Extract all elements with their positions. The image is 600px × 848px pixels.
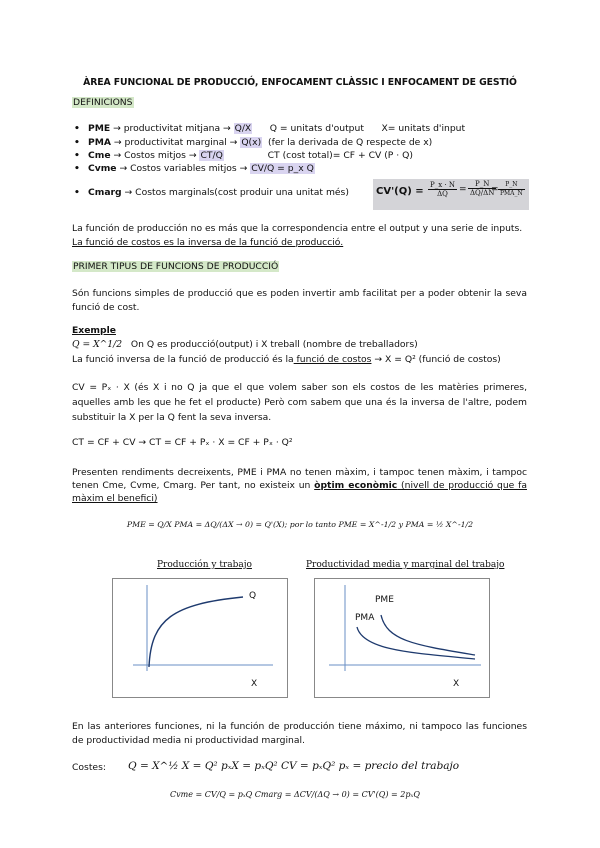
ct-line: CT = CF + CV → CT = CF + Pₓ · X = CF + Pₓ · Q² <box>72 437 293 448</box>
exemple-label: Exemple <box>72 325 116 336</box>
paragraph-3: CV = Pₓ · X (és X i no Q ja que el que volem saber son els costos de les matèries primeres, aquelles amb les que he fet el producte) Però com sabem que una és la inversa de l'altre, podem substituir la X per la Q fent la seva inversa. <box>72 382 527 423</box>
def-pma: • PMA → productivitat marginal → Q(x) (fer la derivada de Q respecte de x) <box>74 137 433 148</box>
def-cmarg: • Cmarg → Costos marginals(cost produir una unitat més) <box>74 187 349 198</box>
chart2-label-pma: PMA <box>355 613 375 623</box>
chart1-xlabel: X <box>251 679 258 689</box>
def-cvme: • Cvme → Costos variables mitjos → CV/Q = p_x Q <box>74 163 314 174</box>
equation-line: PME = Q/X PMA = ΔQ/(ΔX → 0) = Q'(X); por lo tanto PME = X^-1/2 y PMA = ½ X^-1/2 <box>126 520 474 529</box>
chart2-title: Productividad media y marginal del trabajo <box>306 560 505 570</box>
example-line-1: Q = X^1/2 On Q es producció(output) i X treball (nombre de treballadors) <box>72 339 418 350</box>
chart1-ylabel: Q <box>249 591 257 601</box>
chart1-title: Producción y trabajo <box>157 560 252 570</box>
def-pme: • PME → productivitat mitjana → Q/X Q = unitats d'output X= unitats d'input <box>74 123 466 134</box>
chart1-svg <box>113 579 287 697</box>
costes-formula: Q = X^½ X = Q² pₓX = pₓQ² CV = pₓQ² pₓ = precio del trabajo <box>128 760 460 772</box>
paragraph-4: Presenten rendiments decreixents, PME i PMA no tenen màxim, i tampoc tenen màxim, i tampoc tenen Cme, Cvme, Cmarg. Per tant, no existeix un òptim econòmic (nivell de producció que fa màxim el benefici) <box>72 467 527 504</box>
chart2-xlabel: X <box>453 679 460 689</box>
def-cme: • Cme → Costos mitjos → CT/Q CT (cost total)= CF + CV (P · Q) <box>74 150 413 161</box>
chart2-svg <box>315 579 489 697</box>
section-primer-tipus: PRIMER TIPUS DE FUNCIONS DE PRODUCCIÓ <box>73 261 279 272</box>
chart-production <box>112 578 288 698</box>
costes-label: Costes: <box>72 762 106 773</box>
last-formula: Cvme = CV/Q = pₓQ Cmarg = ΔCV/(ΔQ → 0) = CV'(Q) = 2pₓQ <box>170 790 420 799</box>
paragraph-1: La función de producción no es más que la correspondencia entre el output y una serie de inputs. La funció de costos es la inversa de la funció de producció. <box>72 223 523 248</box>
chart-productivity <box>314 578 490 698</box>
section-heading: DEFINICIONS <box>73 97 133 108</box>
paragraph-5: En las anteriores funciones, ni la función de producción tiene máximo, ni tampoco las funciones de productividad media ni productividad marginal. <box>72 721 527 746</box>
paragraph-2: Són funcions simples de producció que es poden invertir amb facilitat per a poder obtenir la seva funció de cost. <box>72 288 527 313</box>
chart1-curve <box>149 597 243 667</box>
example-line-2: La funció inversa de la funció de producció és la funció de costos → X = Q² (funció de costos) <box>72 354 501 365</box>
page-title: ÀREA FUNCIONAL DE PRODUCCIÓ, ENFOCAMENT CLÀSSIC I ENFOCAMENT DE GESTIÓ <box>83 77 517 88</box>
section-definicions <box>72 97 134 108</box>
chart2-label-pme: PME <box>375 595 394 605</box>
cv-formula-box: CV'(Q) = $\frac{P\_x \cdot N}{\Delta Q}$ = $\frac{P\_N}{\Delta Q/\Delta N}$ = P_N PMA_N <box>373 179 529 210</box>
